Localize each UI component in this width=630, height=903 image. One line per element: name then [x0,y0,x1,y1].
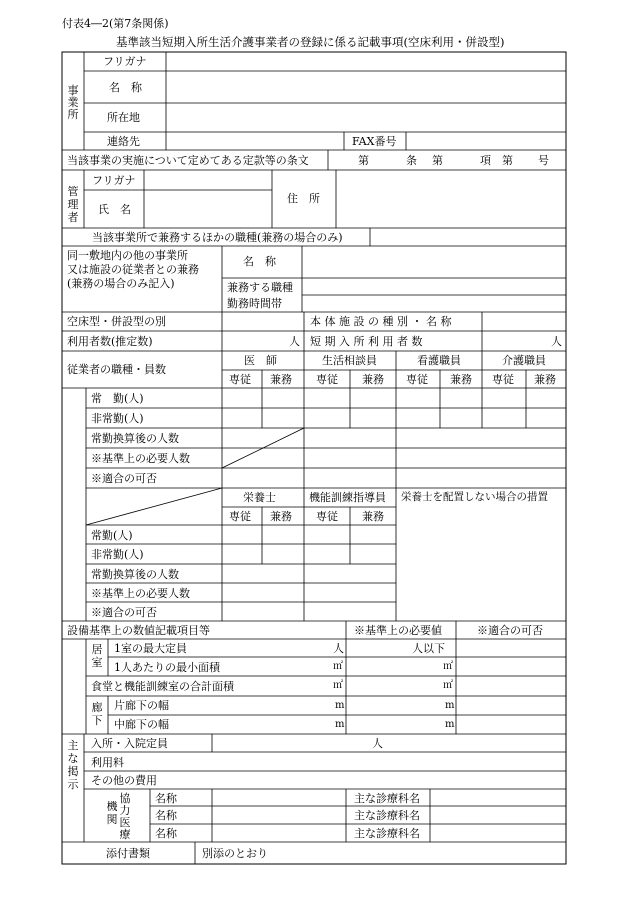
short-stay-unit: 人 [551,335,562,348]
max-per-room-required: 人以下 [412,642,445,655]
office-label-char: 事 [67,84,79,97]
one-side-corridor-label: 片廊下の幅 [114,699,169,712]
role-caregiver: 介護職員 [502,354,546,367]
other-office-line: 同一敷地内の他の事業所 [67,249,188,262]
facility-required-header: ※基準上の必要値 [354,624,442,637]
notice-label-char: 掲 [67,765,79,778]
coop-label-char: 療 [119,828,131,841]
staff2-row-parttime: 非常勤(人) [91,548,144,561]
other-office-line: (兼務の場合のみ記入) [67,277,175,290]
other-office-hours-label: 勤務時間帯 [227,297,282,310]
capacity-label: 入所・入院定員 [91,737,168,750]
col-concurrent: 兼務 [270,373,292,386]
fee-label: 利用料 [91,756,124,769]
main-facility-label: 本 体 施 設 の 種 別 ・ 名 称 [310,315,452,328]
users-unit: 人 [289,335,300,348]
manager-label-char: 管 [67,185,79,198]
office-furigana-label: フリガナ [103,55,147,68]
staff-row-converted: 常勤換算後の人数 [91,432,179,445]
hospital-dept-label: 主な診療科名 [354,827,420,840]
other-office-role-label: 兼務する職種 [227,281,293,294]
staff2-row-fit: ※適合の可否 [91,606,157,619]
coop-label-char: 医 [119,816,131,829]
col-concurrent: 兼務 [450,373,472,386]
col-fulltime: 専従 [316,510,338,523]
other-office-line: 又は施設の従業者との兼務 [67,263,199,276]
corridor-label-char: 下 [91,714,103,727]
one-side-corridor-required-unit: m [445,700,455,711]
short-stay-label: 短 期 入 所 利 用 者 数 [310,335,423,348]
room-label-char: 室 [91,656,103,669]
users-label: 利用者数(推定数) [67,335,153,348]
articles-jo: 条 [406,154,417,167]
hospital-name-label: 名称 [155,792,177,805]
other-office-name-label: 名 称 [243,255,276,268]
other-fee-label: その他の費用 [91,774,157,787]
role-counselor: 生活相談員 [322,354,377,367]
col-concurrent: 兼務 [534,373,556,386]
articles-go: 号 [538,154,549,167]
staff-row-parttime: 非常勤(人) [91,412,144,425]
office-label-char: 業 [67,96,79,109]
dining-area-label: 食堂と機能訓練室の合計面積 [91,680,234,693]
manager-name-label: 氏 名 [98,203,131,216]
hospital-name-label: 名称 [155,827,177,840]
manager-furigana-label: フリガナ [92,174,136,187]
coop-label-char: 力 [119,804,131,817]
manager-label-char: 理 [67,198,79,211]
manager-label-char: 者 [67,211,79,224]
dining-area-required-unit: ㎡ [443,680,453,691]
office-contact-label: 連絡先 [107,135,140,148]
col-concurrent: 兼務 [362,510,384,523]
col-fulltime: 専従 [406,373,428,386]
coop-label-char: 機 [106,800,118,813]
capacity-unit: 人 [372,737,383,750]
min-area-label: 1人あたりの最小面積 [114,661,220,674]
office-fax-label: FAX番号 [352,135,397,148]
staff-row-fit: ※適合の可否 [91,472,157,485]
staff-label: 従業者の職種・員数 [67,363,166,376]
col-fulltime: 専従 [229,510,251,523]
coop-label-char: 協 [119,792,131,805]
form-reference: 付表4―2(第7条関係) [62,17,169,30]
articles-ko: 項 [480,154,491,167]
coop-label-char: 関 [106,813,118,826]
form-title: 基準該当短期入所生活介護事業者の登録に係る記載事項(空床利用・併設型) [116,35,505,49]
staff-row-fulltime: 常 勤(人) [91,392,144,405]
min-area-required-unit: ㎡ [443,661,453,672]
corridor-label-char: 廊 [91,701,103,714]
articles-dai: 第 [358,154,369,167]
role-dietitian: 栄養士 [243,491,276,504]
one-side-corridor-unit: m [335,700,345,711]
notice-label-char: 主 [67,739,79,752]
hospital-dept-label: 主な診療科名 [354,809,420,822]
staff-row-required: ※基準上の必要人数 [91,452,190,465]
max-per-room-label: 1室の最大定員 [114,642,187,655]
office-label-char: 所 [67,108,79,121]
office-name-label: 名 称 [109,81,142,94]
max-per-room-unit: 人 [333,642,344,655]
facility-fit-header: ※適合の可否 [477,624,543,637]
notice-label-char: 示 [67,778,79,791]
attachment-label: 添付書類 [106,847,150,860]
articles-label: 当該事業の実施について定めてある定款等の条文 [67,154,309,167]
articles-dai: 第 [432,154,443,167]
articles-dai: 第 [502,154,513,167]
role-doctor: 医 師 [244,354,277,367]
facility-label: 設備基準上の数値記載項目等 [67,624,210,637]
staff2-row-fulltime: 常勤(人) [91,529,133,542]
hospital-dept-label: 主な診療科名 [354,792,420,805]
middle-corridor-unit: m [335,719,345,730]
min-area-unit: ㎡ [333,661,343,672]
col-fulltime: 専従 [492,373,514,386]
col-concurrent: 兼務 [362,373,384,386]
col-concurrent: 兼務 [270,510,292,523]
attachment-value: 別添のとおり [202,847,268,860]
staff2-row-converted: 常勤換算後の人数 [91,568,179,581]
hospital-name-label: 名称 [155,809,177,822]
room-label-char: 居 [91,643,103,656]
manager-address-label: 住 所 [287,192,320,205]
dining-area-unit: ㎡ [333,680,343,691]
col-fulltime: 専従 [316,373,338,386]
col-fulltime: 専従 [229,373,251,386]
role-nurse: 看護職員 [417,354,461,367]
manager-concurrent-label: 当該事業所で兼務するほかの職種(兼務の場合のみ) [92,231,343,244]
notice-label-char: な [67,752,79,765]
role-trainer: 機能訓練指導員 [309,491,386,504]
office-address-label: 所在地 [107,111,140,124]
dietitian-measure-label: 栄養士を配置しない場合の措置 [401,491,548,503]
staff2-row-required: ※基準上の必要人数 [91,587,190,600]
middle-corridor-required-unit: m [445,719,455,730]
middle-corridor-label: 中廊下の幅 [114,718,169,731]
type-label: 空床型・併設型の別 [67,315,166,328]
